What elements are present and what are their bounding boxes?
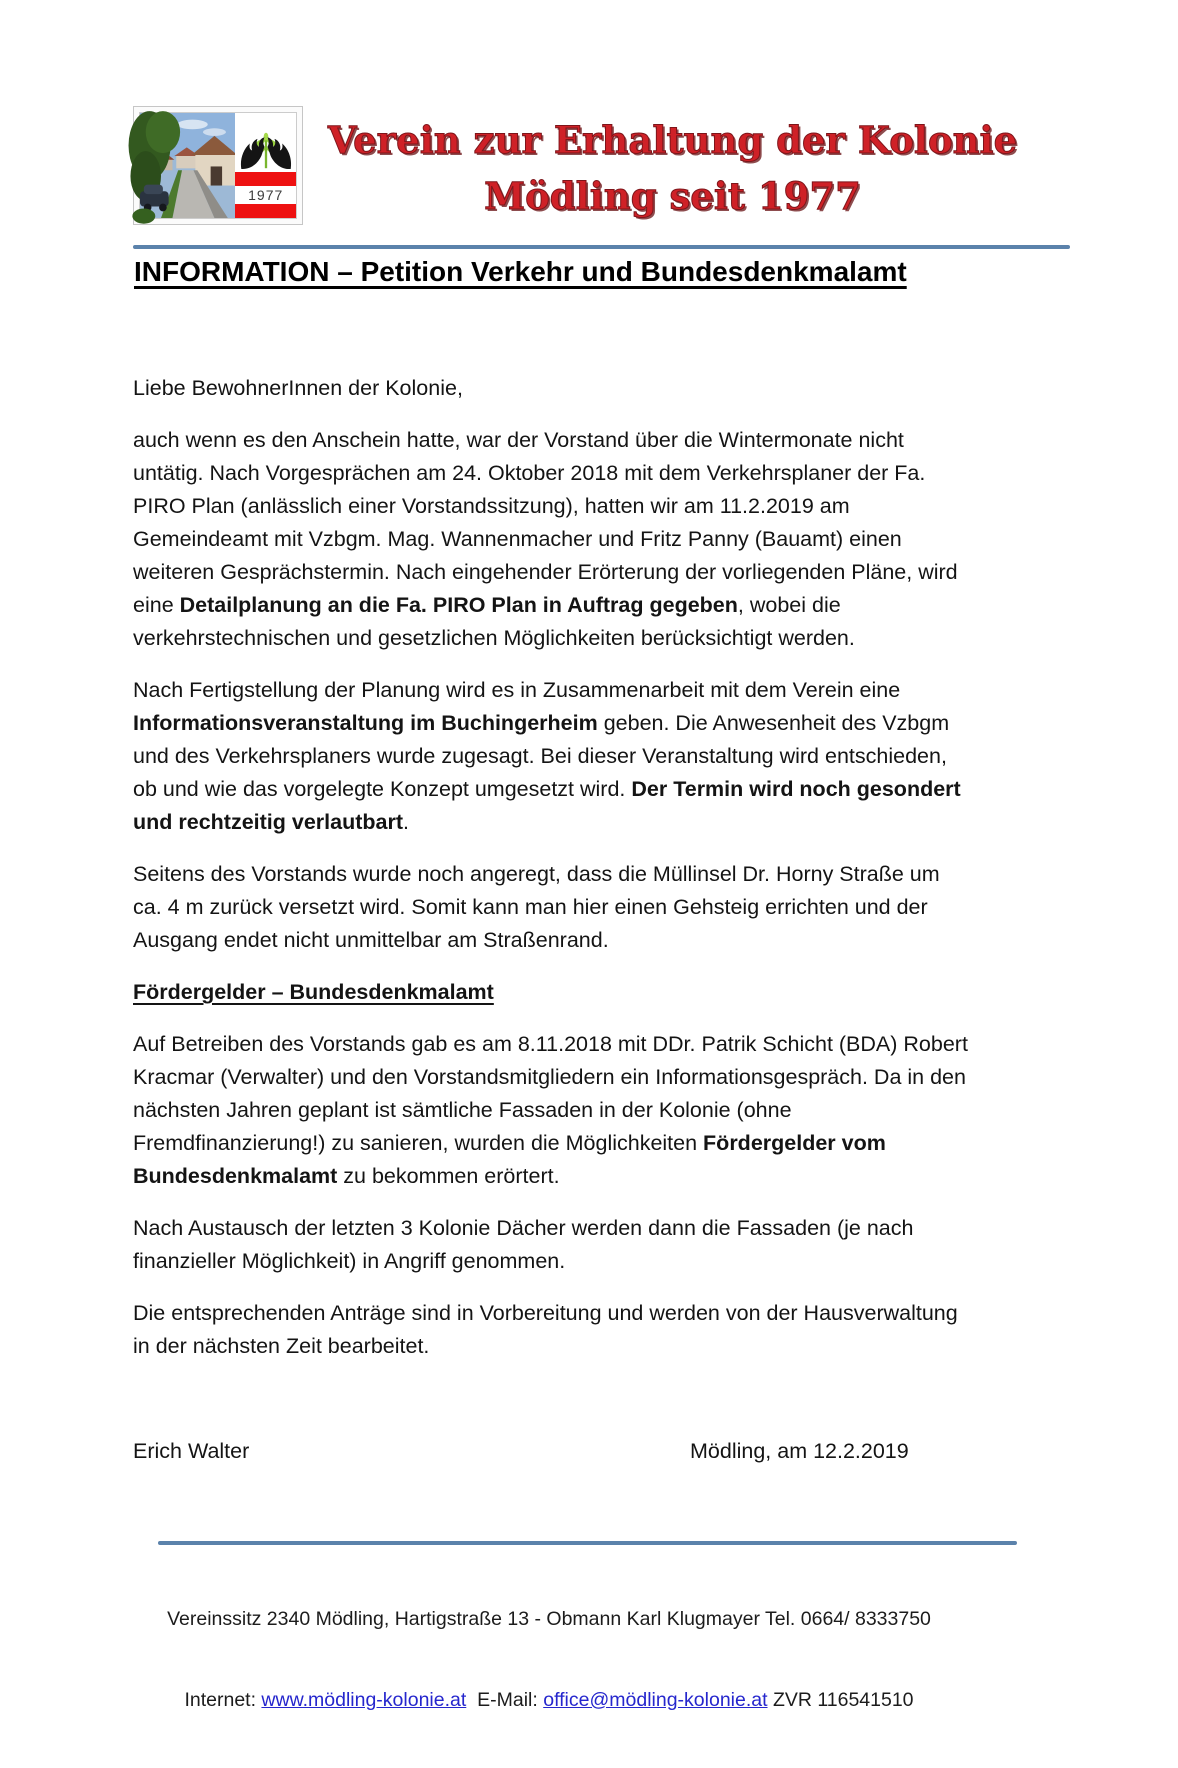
- paragraph-3: Seitens des Vorstands wurde noch angeregt, dass die Müllinsel Dr. Horny Straße um ca. 4 m zurück versetzt wird. Somit kann man hier einen Gehsteig errichten und der Ausgang endet nicht unmittelbar am Straßenrand.: [133, 862, 940, 952]
- hands-plant-icon: [239, 132, 293, 172]
- org-title: [300, 112, 1045, 224]
- paragraph-6: Die entsprechenden Anträge sind in Vorbereitung und werden von der Hausverwaltung in der nächsten Zeit bearbeitet.: [133, 1301, 958, 1358]
- email-link[interactable]: office@mödling-kolonie.at: [543, 1689, 768, 1711]
- zvr-number: ZVR 116541510: [767, 1689, 914, 1711]
- header-divider: [133, 245, 1070, 249]
- footer-line2: [109, 1687, 989, 1714]
- signature-place-date: Mödling, am 12.2.2019: [690, 1439, 909, 1463]
- footer: [109, 1552, 989, 1768]
- flag-stripe-top: [235, 172, 296, 186]
- club-emblem: [235, 113, 296, 218]
- flag-year-stripe: [235, 186, 296, 204]
- logo-year: 1977: [248, 187, 284, 203]
- paragraph-1: auch wenn es den Anschein hatte, war der Vorstand über die Wintermonate nicht untätig. Nach Vorgesprächen am 24. Oktober 2018 mit dem Verkehrsplaner der Fa. PIRO Plan (anlässlich einer Vorstandssitzung), hatten wir am 11.2.2019 am Gemeindeamt mit Vzbgm. Mag. Wannenmacher und Fritz Panny (Bauamt) einen weiteren Gesprächstermin. Nach eingehender Erörterung der vorliegenden Pläne, wird eine Detailplanung an die Fa. PIRO Plan in Auftrag gegeben, wobei die verkehrstechnischen und gesetzlichen Möglichkeiten berücksichtigt werden.: [133, 428, 958, 650]
- street-photo: [140, 113, 235, 218]
- signature-row: [133, 1435, 971, 1468]
- org-title-line1: Verein zur Erhaltung der Kolonie: [327, 118, 1018, 162]
- internet-label: Internet:: [184, 1689, 262, 1711]
- website-link[interactable]: www.mödling-kolonie.at: [261, 1689, 467, 1711]
- email-label: E-Mail:: [466, 1689, 544, 1711]
- paragraph-5: Nach Austausch der letzten 3 Kolonie Dächer werden dann die Fassaden (je nach finanzieller Möglichkeit) in Angriff genommen.: [133, 1216, 914, 1273]
- document-title: INFORMATION – Petition Verkehr und Bundesdenkmalamt: [134, 256, 907, 287]
- letter-body: [133, 372, 971, 1468]
- footer-line1: Vereinssitz 2340 Mödling, Hartigstraße 13 - Obmann Karl Klugmayer Tel. 0664/ 8333750: [167, 1608, 931, 1630]
- signature-name: Erich Walter: [133, 1439, 250, 1463]
- footer-divider: [158, 1541, 1017, 1545]
- salutation: Liebe BewohnerInnen der Kolonie,: [133, 376, 463, 400]
- paragraph-2: Nach Fertigstellung der Planung wird es in Zusammenarbeit mit dem Verein eine Informationsveranstaltung im Buchingerheim geben. Die Anwesenheit des Vzbgm und des Verkehrsplaners wurde zugesagt. Bei dieser Veranstaltung wird entschieden, ob und wie das vorgelegte Konzept umgesetzt wird. Der Termin wird noch gesondert und rechtzeitig verlautbart.: [133, 678, 961, 834]
- paragraph-4: Auf Betreiben des Vorstands gab es am 8.11.2018 mit DDr. Patrik Schicht (BDA) Robert Kracmar (Verwalter) und den Vorstandsmitgliedern ein Informationsgespräch. Da in den nächsten Jahren geplant ist sämtliche Fassaden in der Kolonie (ohne Fremdfinanzierung!) zu sanieren, wurden die Möglichkeiten Fördergelder vom Bundesdenkmalamt zu bekommen erörtert.: [133, 1032, 968, 1188]
- club-logo: [133, 106, 303, 225]
- org-title-line2: Mödling seit 1977: [484, 174, 861, 218]
- club-logo-frame: [139, 112, 297, 219]
- flag-stripe-bottom: [235, 204, 296, 218]
- section-heading-foerdergelder: Fördergelder – Bundesdenkmalamt: [133, 980, 494, 1004]
